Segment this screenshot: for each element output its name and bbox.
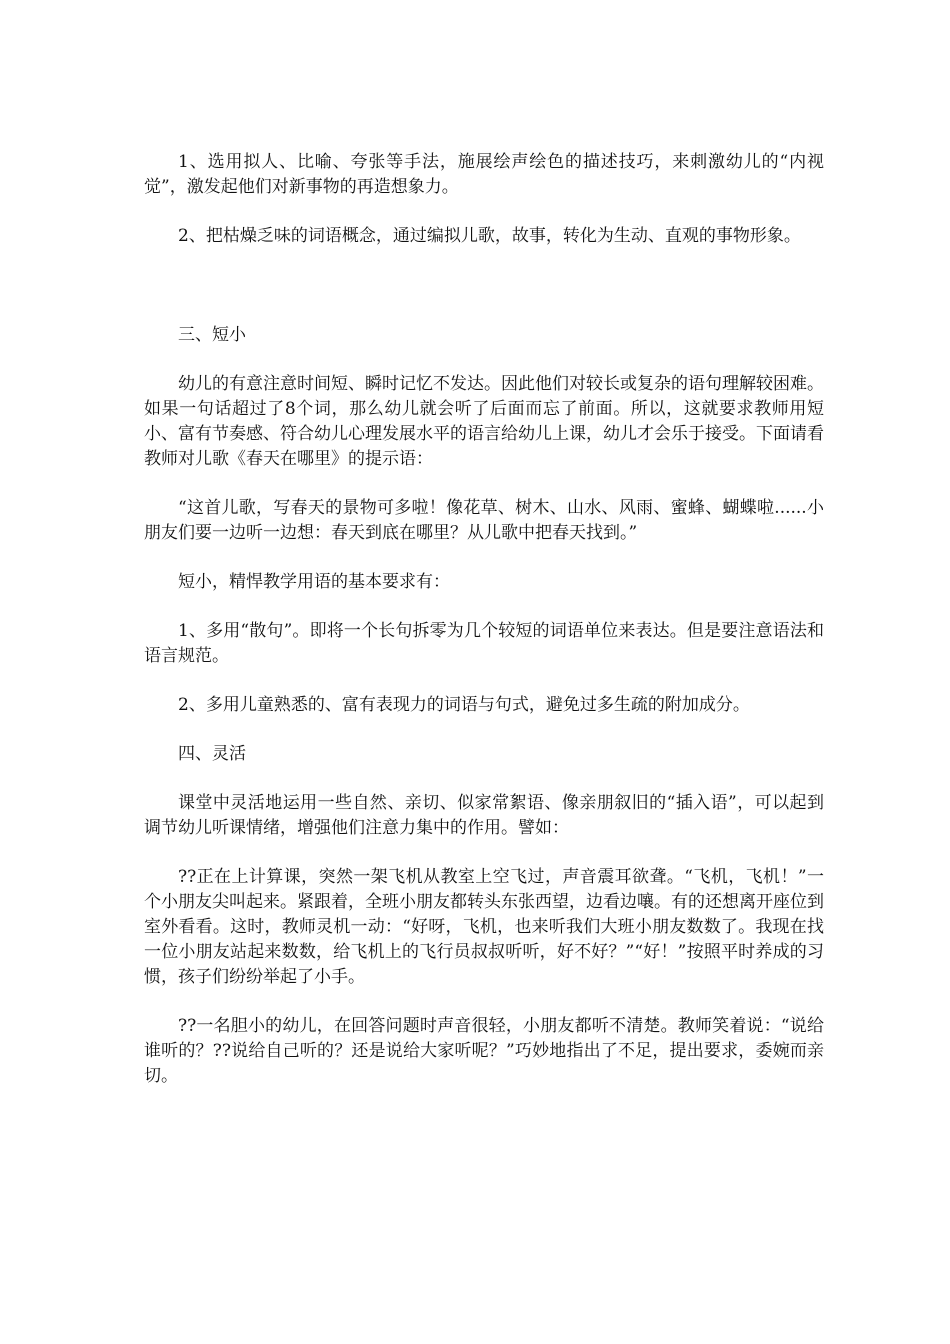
section-spacer [144,273,824,323]
paragraph-flexible-intro: 课堂中灵活地运用一些自然、亲切、似家常絮语、像亲朋叙旧的“插入语”，可以起到调节幼儿听课情绪，增强他们注意力集中的作用。譬如： [144,793,824,838]
paragraph-short-intro: 幼儿的有意注意时间短、瞬时记忆不发达。因此他们对较长或复杂的语句理解较困难。如果一句话超过了8个词，那么幼儿就会听了后面而忘了前面。所以，这就要求教师用短小、富有节奏感、符合幼儿心理发展水平的语言给幼儿上课，幼儿才会乐于接受。下面请看教师对儿歌《春天在哪里》的提示语： [144,374,824,469]
paragraph-example-airplane: ??正在上计算课，突然一架飞机从教室上空飞过，声音震耳欲聋。“飞机，飞机！”一个小朋友尖叫起来。紧跟着，全班小朋友都转头东张西望，边看边嚷。有的还想离开座位到室外看看。这时，教师灵机一动：“好呀，飞机，也来听我们大班小朋友数数了。我现在找一位小朋友站起来数数，给飞机上的飞行员叔叔听听，好不好？”“好！”按照平时养成的习惯，孩子们纷纷举起了小手。 [144,867,824,987]
paragraph-method-2: 2、把枯燥乏味的词语概念，通过编拟儿歌，故事，转化为生动、直观的事物形象。 [178,226,801,246]
section-heading-short: 三、短小 [178,325,246,345]
paragraph-method-1: 1、选用拟人、比喻、夸张等手法，施展绘声绘色的描述技巧，来刺激幼儿的“内视觉”，激发起他们对新事物的再造想象力。 [144,152,824,197]
paragraph-example-shy-child: ??一名胆小的幼儿，在回答问题时声音很轻，小朋友都听不清楚。教师笑着说：“说给谁听的？??说给自己听的？还是说给大家听呢？”巧妙地指出了不足，提出要求，委婉而亲切。 [144,1016,824,1086]
section-heading-flexible: 四、灵活 [178,744,246,764]
paragraph-requirement-1: 1、多用“散句”。即将一个长句拆零为几个较短的词语单位来表达。但是要注意语法和语言规范。 [144,621,824,666]
document-page [144,150,824,1113]
paragraph-quote-spring: “这首儿歌，写春天的景物可多啦！像花草、树木、山水、风雨、蜜蜂、蝴蝶啦......小朋友们要一边听一边想：春天到底在哪里？从儿歌中把春天找到。” [144,498,824,543]
paragraph-requirement-2: 2、多用儿童熟悉的、富有表现力的词语与句式，避免过多生疏的附加成分。 [178,695,750,715]
paragraph-requirements: 短小，精悍教学用语的基本要求有： [178,572,450,592]
